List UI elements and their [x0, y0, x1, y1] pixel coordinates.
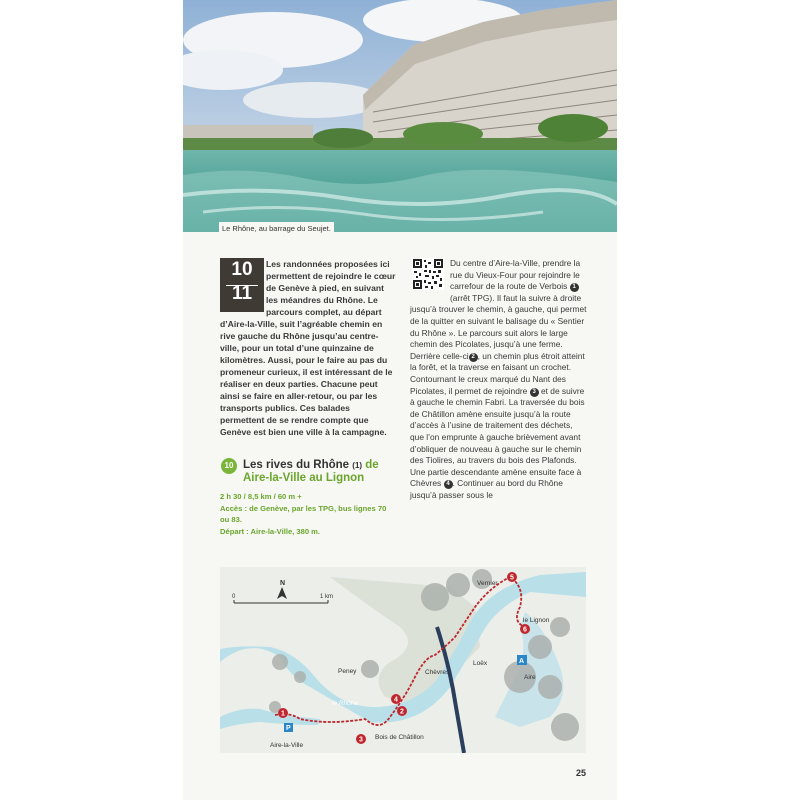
- map-marker-5: 5: [510, 574, 514, 582]
- qr-code[interactable]: [412, 258, 444, 290]
- step-marker: 4: [444, 480, 453, 489]
- book-page: [183, 0, 617, 800]
- map-marker-4: 4: [394, 696, 398, 704]
- rhone-photo: [183, 0, 617, 232]
- itinerary-part-1: Du centre d’Aire-la-Ville, prendre la rue du Vieux-Four pour rejoindre le carrefour de la route de Verbois: [450, 258, 581, 292]
- map-label-aire-la-ville: Aire-la-Ville: [270, 742, 304, 749]
- map-marker-6: 6: [523, 626, 527, 634]
- step-marker: 1: [570, 283, 579, 292]
- route-title-main: Les rives du Rhône: [243, 459, 350, 471]
- page-number: 25: [576, 768, 587, 778]
- map-marker-a: A: [519, 658, 525, 665]
- route-access: Accès : de Genève, par les TPG, bus lignes 70 ou 83.: [220, 503, 387, 524]
- map-label-lignon: le Lignon: [523, 617, 550, 624]
- map-marker-p: P: [286, 725, 291, 732]
- route-info: [220, 491, 390, 537]
- map-marker-2: 2: [400, 708, 404, 716]
- map-marker-3: 3: [359, 736, 363, 744]
- north-label: N: [280, 580, 286, 587]
- photo-caption: Le Rhône, au barrage du Seujet.: [219, 222, 334, 235]
- route-title-rest: de Aire-la-Ville au Lignon: [243, 459, 379, 484]
- map-label-aire: Aire: [524, 674, 536, 681]
- badge-bottom-number: 11: [231, 283, 253, 304]
- intro-text: Les randonnées proposées ici permettent de rejoindre le cœur de Genève à pied, en suivant les méandres du Rhône. Le parcours complet, au départ d’Aire-la-Ville, suit l’agréable chemin en rive gauche du Rhône jusqu’au centre-ville, pour un total d’une quinzaine de kilomètres. Aussi, pour le faire au pas du promeneur curieux, il est intéressant de le réaliser en deux parties. Chacune peut ainsi se faire en aller-retour, ou par les transports publics. Ces balades permettent de se rendre compte que Genève est bien une ville à la campagne.: [220, 259, 396, 437]
- itinerary-part-2: (arrêt TPG). Il faut la suivre à droite jusqu’à trouver le chemin, à gauche, qui permet de la quitter en suivant le balisage du « Sentier du Rhône ». Le parcours suit alors le large chemin des Picolates, jusqu’à une ferme. Derrière celle-ci: [410, 292, 587, 361]
- map-marker-1: 1: [281, 710, 285, 718]
- qr-code-icon: [412, 258, 444, 290]
- step-marker: 2: [469, 353, 478, 362]
- route-stats: 2 h 30 / 8,5 km / 60 m +: [220, 492, 302, 501]
- map-label-peney: Peney: [338, 668, 357, 675]
- route-map: [220, 567, 586, 753]
- itinerary-text: [410, 258, 588, 501]
- route-number-circle: 10: [221, 458, 237, 474]
- itinerary-part-5: . Continuer au bord du Rhône jusqu’à passer sous le: [410, 478, 563, 500]
- scale-km: 1 km: [320, 594, 334, 600]
- map-label-rhone: le Rhône: [332, 700, 359, 707]
- step-marker: 3: [530, 388, 539, 397]
- badge-top-number: 10: [231, 259, 253, 280]
- map-label-bois: Bois de Châtillon: [375, 734, 424, 741]
- itinerary-part-4: et de suivre à gauche le chemin Fabri. La traversée du bois de Châtillon amène ensuite jusqu’à la route d’accès à l’usine de traitement des déchets, que l’on emprunte à gauche brièvement avant d’obliquer de nouveau à gauche sur le chemin des Tiolires, au travers du bois des Plafonds. Une partie descendante amène ensuite face à Chèvres: [410, 385, 585, 489]
- route-start: Départ : Aire-la-Ville, 380 m.: [220, 526, 321, 536]
- itinerary-part-3: , un chemin plus étroit atteint la forêt, et la traverse en faisant un crochet. Contournant le creux marqué du Nant des Picolates, il permet de rejoindre: [410, 350, 585, 396]
- route-title-part: (1): [352, 461, 363, 470]
- map-label-vernier: Vernier: [477, 580, 498, 587]
- map-label-loex: Loëx: [473, 660, 488, 667]
- route-number-badge: [220, 258, 264, 312]
- photo-illustration: [183, 0, 617, 232]
- route-map-svg: [220, 567, 586, 753]
- route-title: [243, 459, 403, 484]
- scale-zero: 0: [232, 594, 236, 600]
- map-label-chevres: Chèvres: [425, 669, 450, 676]
